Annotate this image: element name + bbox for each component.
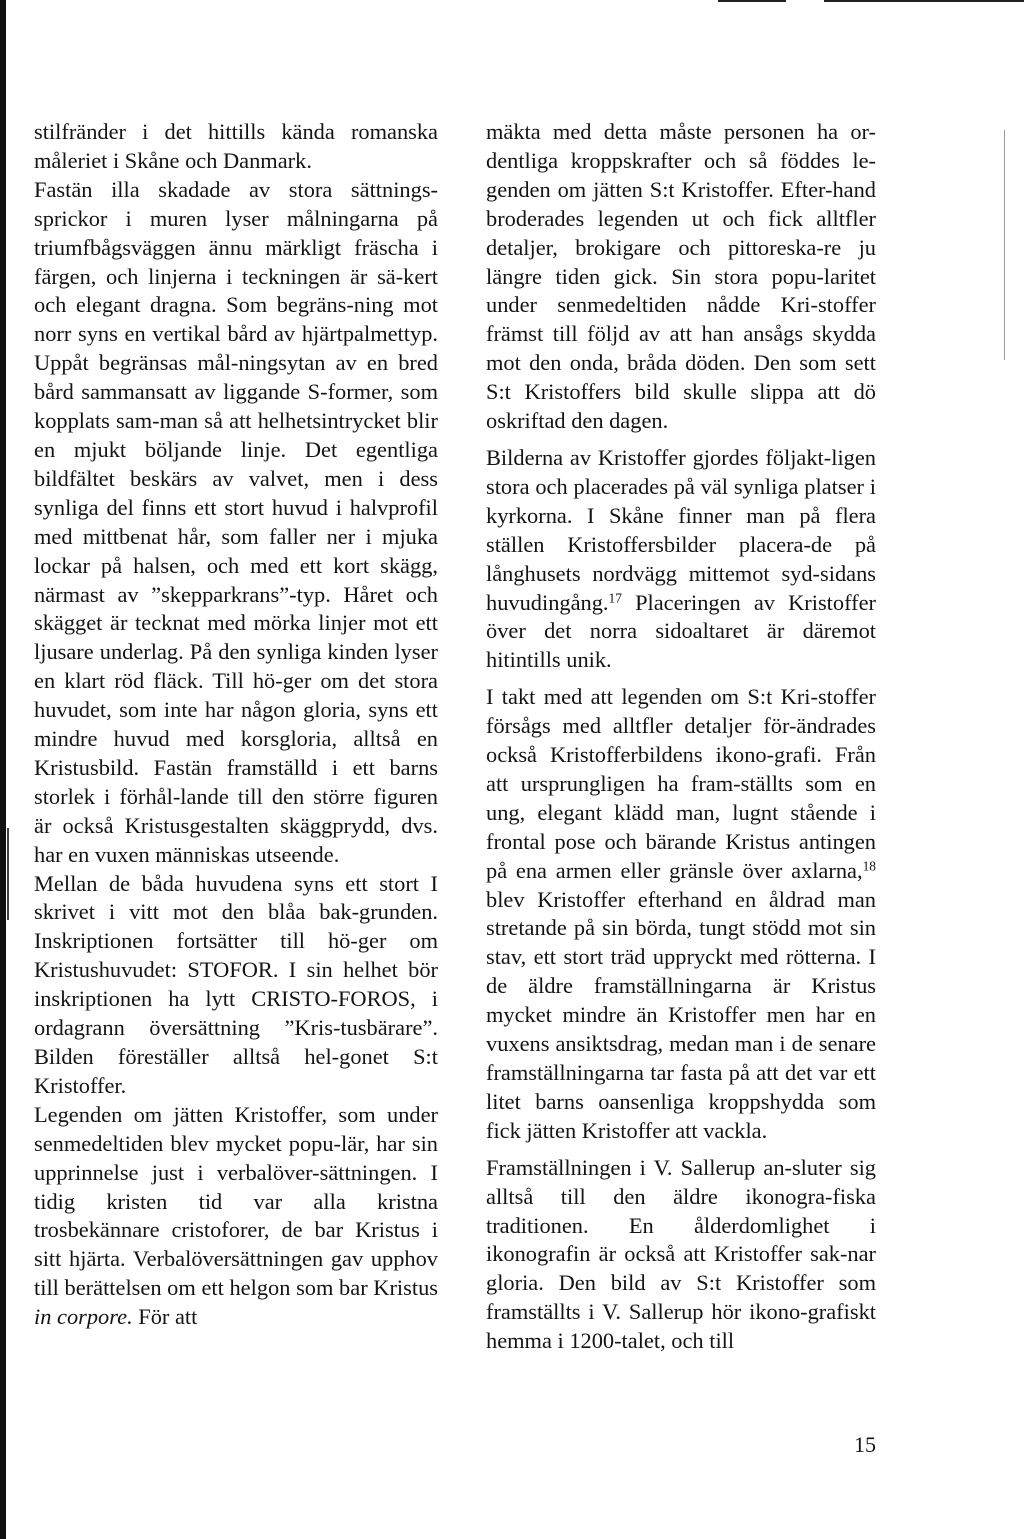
left-paragraph-1: stilfränder i det hittills kända romanska måleriet i Skåne och Danmark. <box>34 119 438 173</box>
top-rule-2 <box>824 0 1024 2</box>
left-paragraph-4-text: Legenden om jätten Kristoffer, som under senmedeltiden blev mycket popu-lär, har sin upprinnelse just i verbalöver-sättningen. I tidig kristen tid var alla kristna trosbekännare cristoforer, de bar Kristus i sitt hjärta. Verbalöversättningen gav upphov till berättelsen om ett helgon som bar Kristus <box>34 1101 438 1301</box>
left-paragraph-4 <box>34 1101 438 1332</box>
right-paragraph-2-tail: Placeringen av Kristoffer över det norra sidoaltaret är däremot hitintills unik. <box>486 589 876 673</box>
left-column <box>34 118 438 1332</box>
latin-emphasis: in corpore. <box>34 1304 133 1330</box>
right-paragraph-1: mäkta med detta måste personen ha or-dentliga kroppskrafter och så föddes le-genden om jätten S:t Kristoffer. Efter-hand broderades legenden ut och fick alltfler detaljer, brokigare och pittoreska-re ju längre tiden gick. Sin stora popu-laritet under senmedeltiden nådde Kri-stoffer främst till följd av att han ansågs skydda mot den onda, bråda döden. Den som sett S:t Kristoffers bild skulle slippa att dö oskriftad den dagen. <box>486 119 876 434</box>
page-number: 15 <box>854 1432 876 1457</box>
left-paragraph-4-tail: För att <box>132 1304 198 1330</box>
right-paragraph-3-text: I takt med att legenden om S:t Kri-stoffer försågs med alltfler detaljer för-ändrades också Kristofferbildens ikono-grafi. Från att ursprungligen ha fram-ställts som en ung, elegant klädd man, lugnt stående i frontal pose och bärande Kristus antingen på ena armen eller gränsle över axlarna, <box>486 684 876 883</box>
right-paragraph-2-text: Bilderna av Kristoffer gjordes följakt-ligen stora och placerades på väl synliga platser i kyrkorna. I Skåne finner man på flera ställen Kristoffersbilder placera-de på långhusets nordvägg mittemot syd-sidans huvudingång. <box>486 444 876 615</box>
top-rule-1 <box>718 0 786 2</box>
footnote-ref-17: 17 <box>608 590 622 606</box>
right-column <box>486 118 876 1356</box>
margin-mark-left <box>7 828 9 920</box>
right-paragraph-2 <box>486 444 876 675</box>
margin-mark-right <box>1004 130 1005 360</box>
right-paragraph-3-tail: blev Kristoffer efterhand en åldrad man stretande på sin börda, tungt stödd mot sin stav, ett stort träd uppryckt med rötterna. I de äldre framställningarna är Kristus mycket mindre än Kristoffer men har en vuxens ansiktsdrag, medan man i de senare framställningarna tar fasta på att det var ett litet barns oansenliga kroppshydda som fick jätten Kristoffer att vackla. <box>486 886 876 1143</box>
scan-edge-left <box>0 0 6 1539</box>
footnote-ref-18: 18 <box>862 858 876 874</box>
right-paragraph-3 <box>486 683 876 1146</box>
left-paragraph-2: Fastän illa skadade av stora sättnings-sprickor i muren lyser målningarna på triumfbågsväggen ännu märkligt fräscha i färgen, och linjerna i teckningen är sä-kert och elegant dragna. Som begräns-ning mot norr syns en vertikal bård av hjärtpalmettyp. Uppåt begränsas mål-ningsytan av en bred bård sammansatt av liggande S-former, som kopplats sam-man så att helhetsintrycket blir en mjukt böljande linje. Det egentliga bildfältet beskärs av valvet, men i dess synliga del finns ett stort huvud i halvprofil med mittbenat hår, som faller ner i mjuka lockar på halsen, och med ett kort skägg, närmast av ”skepparkrans”-typ. Håret och skägget är tecknat med mörka linjer mot ett ljusare underlag. På den synliga kinden lyser en klart röd fläck. Till hö-ger om det stora huvudet, som inte har någon gloria, syns ett mindre huvud med korsgloria, alltså en Kristusbild. Fastän framställd i ett barns storlek i förhål-lande till den större figuren är också Kristusgestalten skäggprydd, dvs. har en vuxen människas utseende. <box>34 176 438 867</box>
left-paragraph-3: Mellan de båda huvudena syns ett stort I skrivet i vitt mot den blåa bak-grunden. Inskriptionen fortsätter till hö-ger om Kristushuvudet: STOFOR. I sin helhet bör inskriptionen ha lytt CRISTO-FOROS, i ordagrann översättning ”Kris-tusbärare”. Bilden föreställer alltså hel-gonet S:t Kristoffer. <box>34 870 438 1098</box>
right-paragraph-4: Framställningen i V. Sallerup an-sluter sig alltså till den äldre ikonogra-fiska traditionen. En ålderdomlighet i ikonografin är också att Kristoffer sak-nar gloria. Den bild av S:t Kristoffer som framställts i V. Sallerup hör ikono-grafiskt hemma i 1200-talet, och till <box>486 1154 876 1354</box>
